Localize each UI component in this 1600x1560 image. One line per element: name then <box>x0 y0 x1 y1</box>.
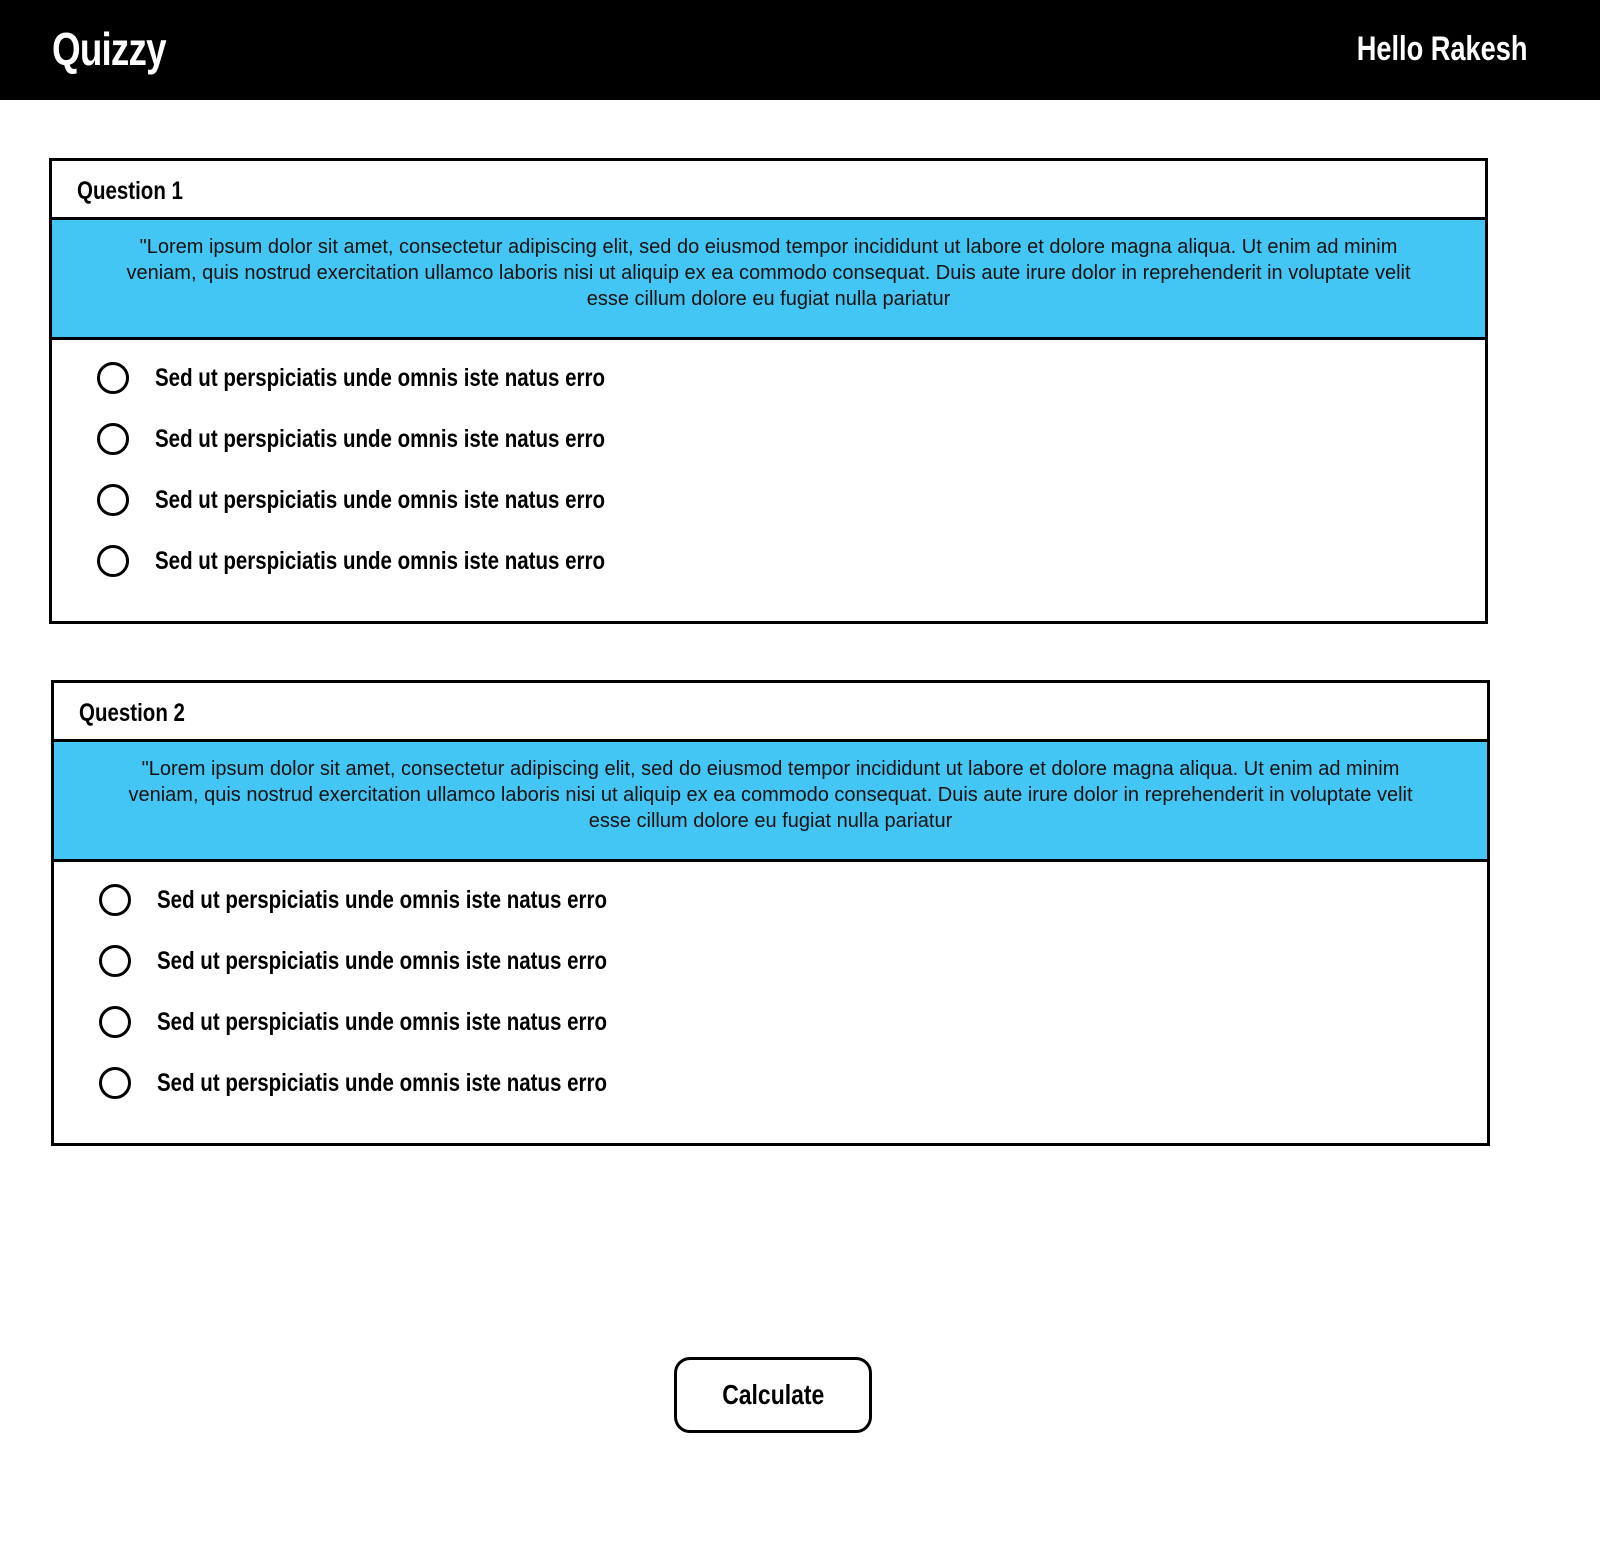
radio-button[interactable] <box>99 945 131 977</box>
radio-button[interactable] <box>97 545 129 577</box>
option-item[interactable] <box>54 884 1487 945</box>
app-logo[interactable]: Quizzy <box>52 23 166 75</box>
radio-button[interactable] <box>97 484 129 516</box>
question-header <box>54 683 1487 742</box>
calculate-button[interactable] <box>674 1357 872 1433</box>
calculate-label: Calculate <box>721 1379 825 1410</box>
question-header <box>52 161 1485 220</box>
question-text: "Lorem ipsum dolor sit amet, consectetur adipiscing elit, sed do eiusmod tempor incididunt ut labore et dolore magna aliqua. Ut enim ad minim veniam, quis nostrud exercitation ullamco laboris nisi ut aliquip ex ea commodo consequat. Duis aute irure dolor in reprehenderit in voluptate velit esse cillum dolore eu fugiat nulla pariatur <box>52 220 1485 340</box>
question-text: "Lorem ipsum dolor sit amet, consectetur adipiscing elit, sed do eiusmod tempor incididunt ut labore et dolore magna aliqua. Ut enim ad minim veniam, quis nostrud exercitation ullamco laboris nisi ut aliquip ex ea commodo consequat. Duis aute irure dolor in reprehenderit in voluptate velit esse cillum dolore eu fugiat nulla pariatur <box>54 742 1487 862</box>
option-item[interactable] <box>52 423 1485 484</box>
option-item[interactable] <box>54 945 1487 1006</box>
option-label[interactable]: Sed ut perspiciatis unde omnis iste natus erro <box>155 364 605 392</box>
option-label[interactable]: Sed ut perspiciatis unde omnis iste natus erro <box>157 1069 607 1097</box>
option-item[interactable] <box>54 1006 1487 1067</box>
question-card-1 <box>49 158 1488 624</box>
option-label[interactable]: Sed ut perspiciatis unde omnis iste natus erro <box>155 425 605 453</box>
option-label[interactable]: Sed ut perspiciatis unde omnis iste natus erro <box>157 886 607 914</box>
radio-button[interactable] <box>97 362 129 394</box>
options-list <box>52 340 1485 606</box>
option-label[interactable]: Sed ut perspiciatis unde omnis iste natus erro <box>155 486 605 514</box>
radio-button[interactable] <box>99 884 131 916</box>
user-greeting: Hello Rakesh <box>1357 30 1528 68</box>
question-title: Question 2 <box>79 699 185 727</box>
radio-button[interactable] <box>99 1006 131 1038</box>
top-bar <box>0 0 1600 100</box>
radio-button[interactable] <box>99 1067 131 1099</box>
option-label[interactable]: Sed ut perspiciatis unde omnis iste natus erro <box>155 547 605 575</box>
option-label[interactable]: Sed ut perspiciatis unde omnis iste natus erro <box>157 1008 607 1036</box>
option-item[interactable] <box>54 1067 1487 1128</box>
options-list <box>54 862 1487 1128</box>
question-title: Question 1 <box>77 177 183 205</box>
option-item[interactable] <box>52 362 1485 423</box>
option-item[interactable] <box>52 484 1485 545</box>
radio-button[interactable] <box>97 423 129 455</box>
question-card-2 <box>51 680 1490 1146</box>
option-label[interactable]: Sed ut perspiciatis unde omnis iste natus erro <box>157 947 607 975</box>
option-item[interactable] <box>52 545 1485 606</box>
